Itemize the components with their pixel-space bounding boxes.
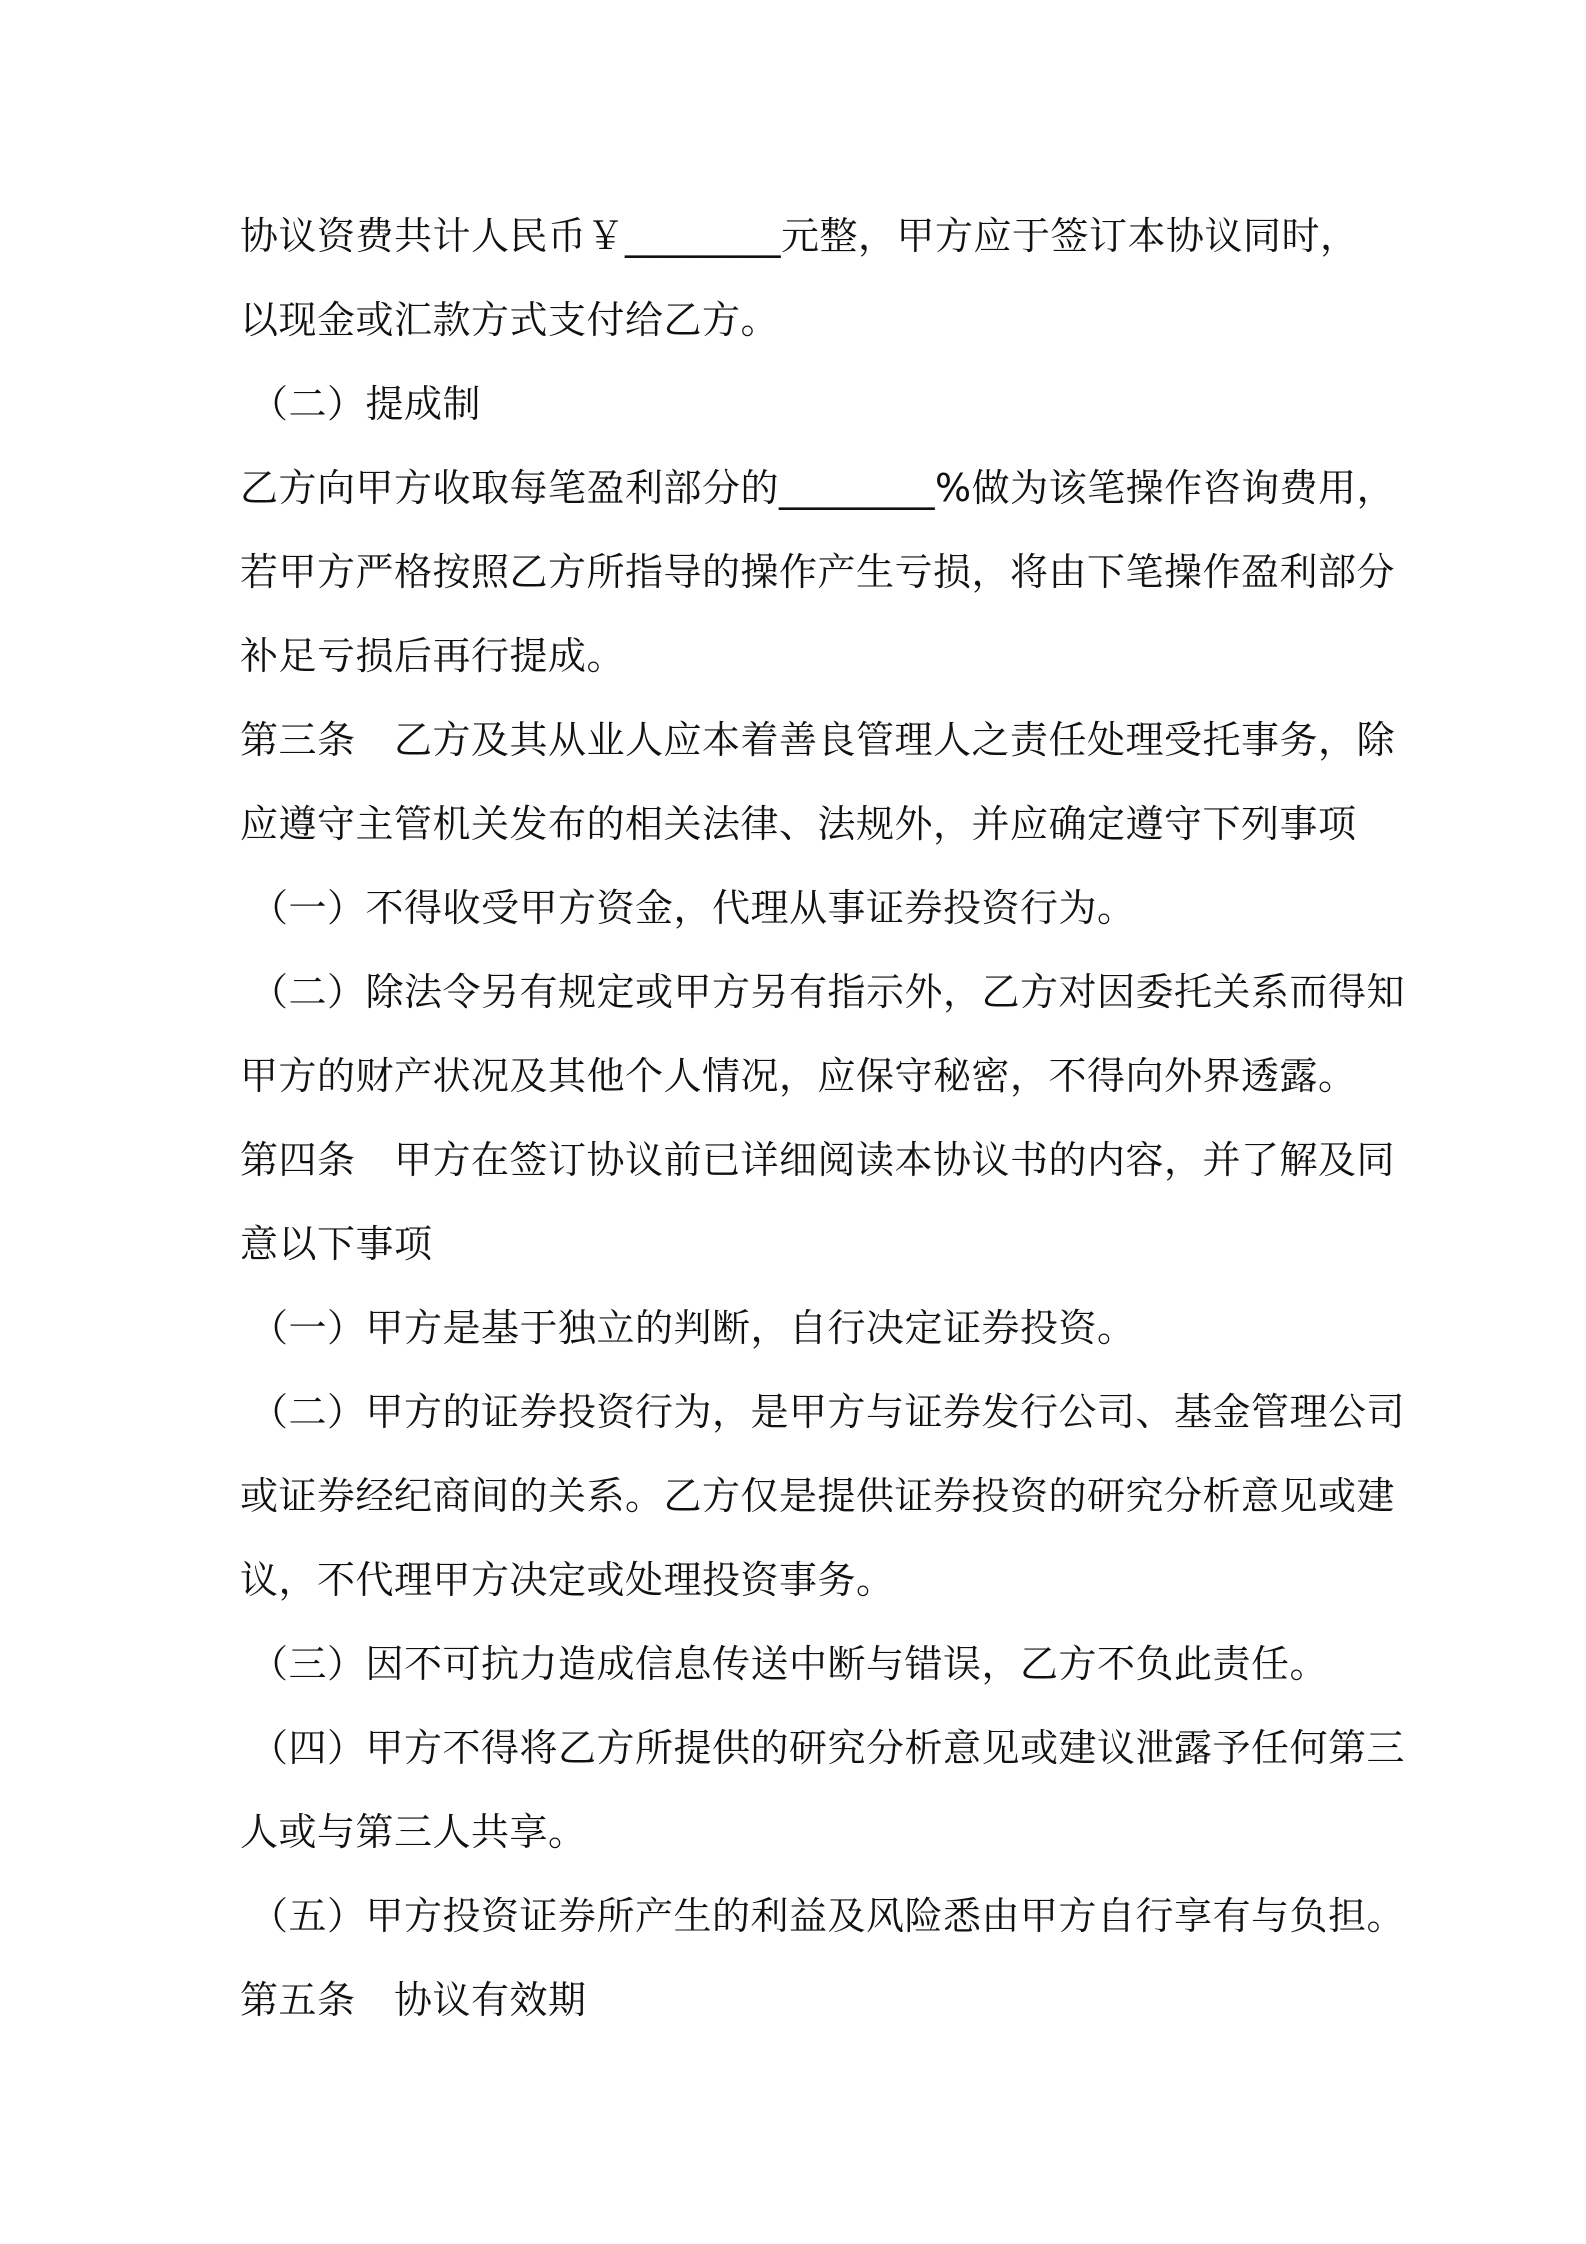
text-line: 议，不代理甲方决定或处理投资事务。 <box>240 1558 895 1602</box>
text-line: 以现金或汇款方式支付给乙方。 <box>240 298 780 342</box>
document-body <box>240 194 1406 2042</box>
text-line: 甲方的财产状况及其他个人情况，应保守秘密，不得向外界透露。 <box>240 1054 1357 1098</box>
text-line: 意以下事项 <box>240 1222 433 1266</box>
article-heading: 第三条 乙方及其从业人应本着善良管理人之责任处理受托事务，除 <box>240 718 1396 762</box>
text-line: 协议资费共计人民币￥________元整，甲方应于签订本协议同时， <box>240 214 1359 258</box>
clause-subitem: （五）甲方投资证券所产生的利益及风险悉由甲方自行享有与负担。 <box>250 1894 1406 1938</box>
text-line: 若甲方严格按照乙方所指导的操作产生亏损，将由下笔操作盈利部分 <box>240 550 1396 594</box>
clause-subitem: （三）因不可抗力造成信息传送中断与错误，乙方不负此责任。 <box>250 1642 1329 1686</box>
article-heading: 第五条 协议有效期 <box>240 1978 587 2022</box>
text-line: 应遵守主管机关发布的相关法律、法规外，并应确定遵守下列事项 <box>240 802 1357 846</box>
text-line: 乙方向甲方收取每笔盈利部分的________%做为该笔操作咨询费用， <box>240 466 1396 510</box>
text-line: 或证券经纪商间的关系。乙方仅是提供证券投资的研究分析意见或建 <box>240 1474 1396 1518</box>
text-line: 补足亏损后再行提成。 <box>240 634 626 678</box>
clause-subitem: （二）甲方的证券投资行为，是甲方与证券发行公司、基金管理公司 <box>250 1390 1406 1434</box>
text-line: 人或与第三人共享。 <box>240 1810 587 1854</box>
clause-subitem: （二）提成制 <box>250 382 482 426</box>
clause-subitem: （一）不得收受甲方资金，代理从事证券投资行为。 <box>250 886 1136 930</box>
clause-subitem: （四）甲方不得将乙方所提供的研究分析意见或建议泄露予任何第三 <box>250 1726 1406 1770</box>
clause-subitem: （二）除法令另有规定或甲方另有指示外，乙方对因委托关系而得知 <box>250 970 1406 1014</box>
article-heading: 第四条 甲方在签订协议前已详细阅读本协议书的内容，并了解及同 <box>240 1138 1396 1182</box>
clause-subitem: （一）甲方是基于独立的判断，自行决定证券投资。 <box>250 1306 1136 1350</box>
